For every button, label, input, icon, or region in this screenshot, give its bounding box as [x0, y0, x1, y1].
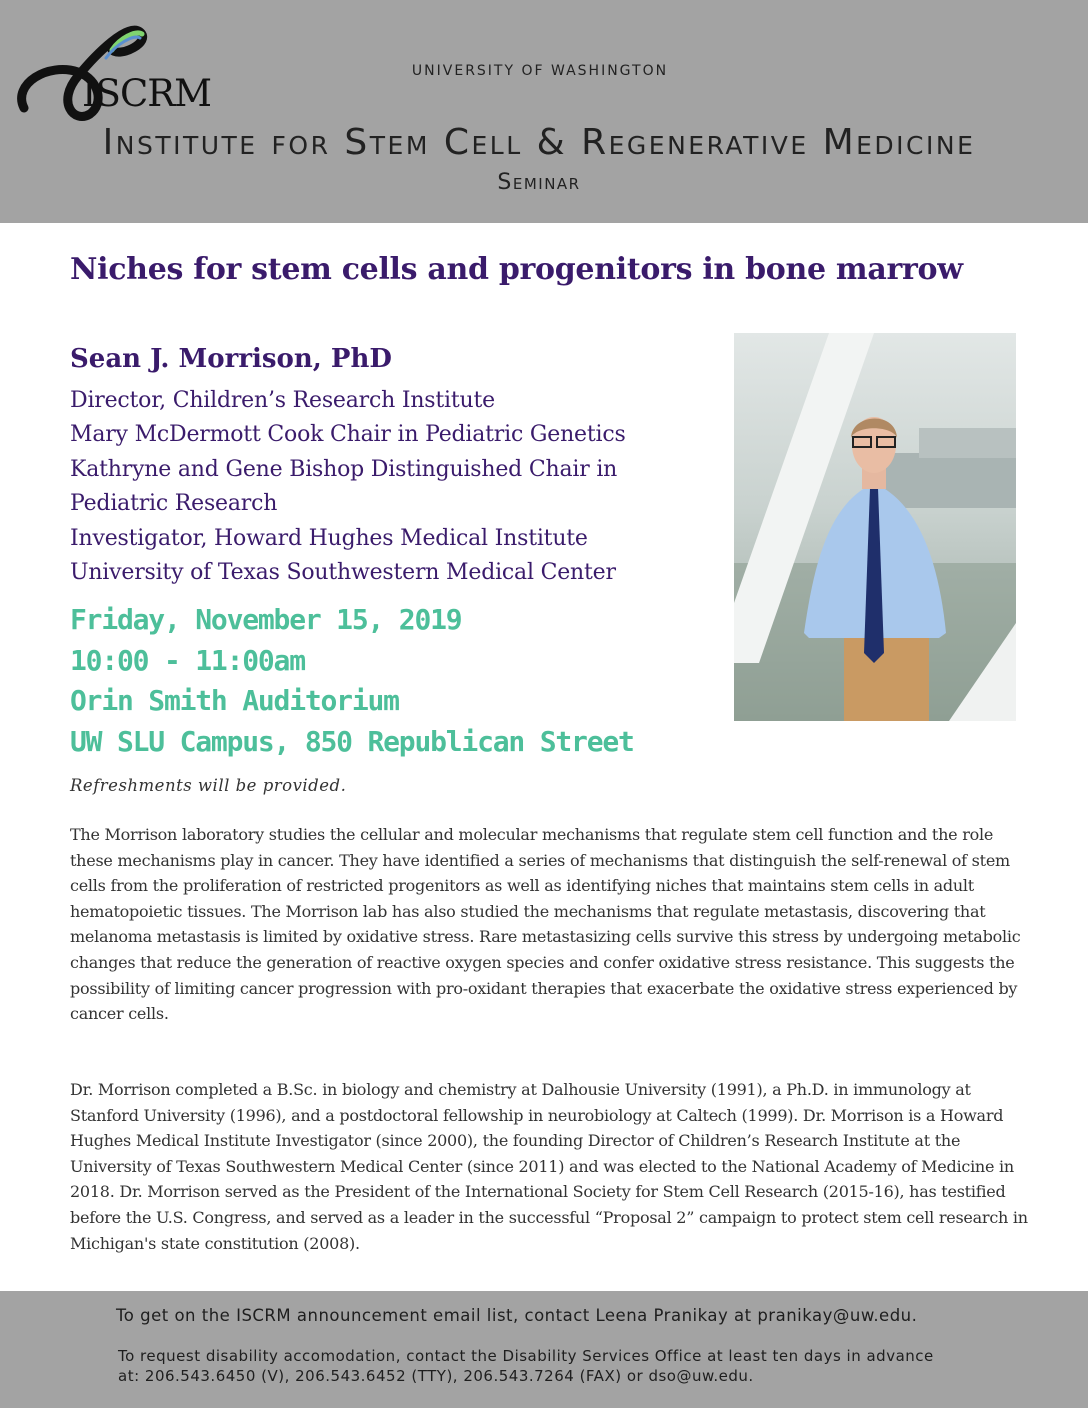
affiliation-line: Pediatric Research — [70, 491, 278, 517]
speaker-bio: Dr. Morrison completed a B.Sc. in biology and chemistry at Dalhousie University (1991), a Ph.D. in immunology at Stanford University (1996), and a postdoctoral fellowship in neurobiology at Caltech (1999). Dr. Morrison is a Howard Hughes Medical Institute Investigator (since 2000), the founding Director of Children’s Research Institute at the University of Texas Southwestern Medical Center (since 2011) and was elected to the National Academy of Medicine in 2018. Dr. Morrison served as the President of the International Society for Stem Cell Research (2015-16), has testified before the U.S. Congress, and served as a leader in the successful “Proposal 2” campaign to protect stem cell research in Michigan's state constitution (2008). — [70, 1080, 1028, 1253]
email-list-note: To get on the ISCRM announcement email list, contact Leena Pranikay at pranikay@uw.edu. — [116, 1306, 918, 1325]
lab-description: The Morrison laboratory studies the cellular and molecular mechanisms that regulate stem cell function and the role these mechanisms play in cancer. They have identified a series of mechanisms that distinguish the self-renewal of stem cells from the proliferation of restricted progenitors as well as identifying niches that maintains stem cells in adult hematopoietic tissues. The Morrison lab has also studied the mechanisms that regulate metastasis, discovering that melanoma metastasis is limited by oxidative stress. Rare metastasizing cells survive this stress by undergoing metabolic changes that reduce the generation of reactive oxygen species and confer oxidative stress resistance. This suggests the possibility of limiting cancer progression with pro-oxidant therapies that exacerbate the oxidative stress experienced by cancer cells. — [70, 825, 1021, 1024]
affiliation-line: Investigator, Howard Hughes Medical Institute — [70, 525, 588, 551]
speaker-name: Sean J. Morrison, PhD — [70, 344, 392, 374]
event-venue: Orin Smith Auditorium — [70, 684, 399, 717]
disability-line-1: To request disability accomodation, contact the Disability Services Office at least ten days in advance — [118, 1347, 934, 1365]
speaker-affiliations — [70, 384, 710, 590]
refreshments-note: Refreshments will be provided. — [70, 776, 347, 795]
affiliation-line: Kathryne and Gene Bishop Distinguished Chair in — [70, 456, 618, 482]
affiliation-line: Mary McDermott Cook Chair in Pediatric Genetics — [70, 422, 626, 448]
institute-name: Institute for Stem Cell & Regenerative Medicine — [102, 122, 976, 163]
disability-note — [118, 1346, 1018, 1386]
speaker-photo — [734, 333, 1016, 721]
event-address: UW SLU Campus, 850 Republican Street — [70, 724, 634, 758]
event-date: Friday, November 15, 2019 — [70, 603, 462, 636]
event-details — [70, 600, 720, 762]
disability-line-2: at: 206.543.6450 (V), 206.543.6452 (TTY), 206.543.7264 (FAX) or dso@uw.edu. — [118, 1367, 754, 1385]
event-time: 10:00 - 11:00am — [70, 643, 305, 677]
seminar-label: Seminar — [497, 170, 581, 195]
affiliation-line: University of Texas Southwestern Medical Center — [70, 560, 616, 586]
logo-wordmark: ISCRM — [82, 72, 212, 115]
affiliation-line: Director, Children’s Research Institute — [70, 388, 495, 413]
university-name: UNIVERSITY OF WASHINGTON — [411, 63, 669, 79]
seminar-title: Niches for stem cells and progenitors in bone marrow — [70, 252, 963, 287]
